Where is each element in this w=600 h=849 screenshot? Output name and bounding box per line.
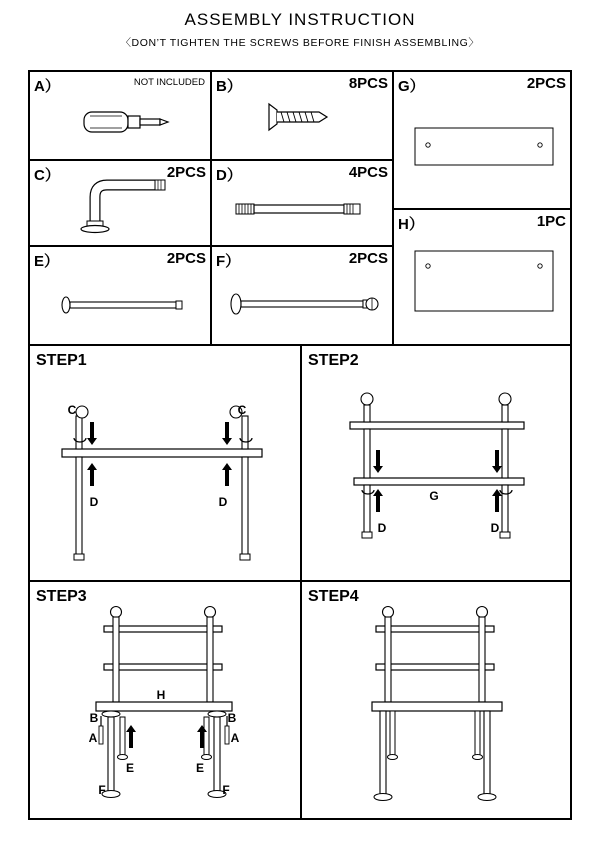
- desktop-board-icon: [414, 250, 554, 312]
- part-c-label: C）: [34, 167, 60, 184]
- part-h-panel: [392, 208, 572, 346]
- step1-callout-c-right: C: [237, 403, 247, 417]
- arrow-down-icon: [492, 450, 502, 473]
- page-title: ASSEMBLY INSTRUCTION: [184, 10, 416, 29]
- screwdriver-icon: [99, 716, 103, 744]
- part-f-panel: [210, 245, 394, 346]
- step3-callout-a-right: A: [230, 731, 240, 745]
- arrow-up-icon: [373, 489, 383, 512]
- part-a-note: NOT INCLUDED: [133, 77, 205, 88]
- short-leg-pipe-icon: [60, 295, 186, 315]
- part-g-count: 2PCS: [526, 75, 566, 92]
- step4-title: STEP4: [308, 588, 359, 605]
- step3-panel: [28, 580, 302, 820]
- part-g-label: G）: [398, 78, 425, 95]
- step2-title: STEP2: [308, 352, 359, 369]
- step1-title: STEP1: [36, 352, 87, 369]
- part-f-label: F）: [216, 253, 241, 270]
- part-b-label: B）: [216, 78, 242, 95]
- step2-callout-d-right: D: [490, 521, 500, 535]
- part-g-panel: [392, 70, 572, 210]
- step3-callout-f-right: F: [222, 783, 230, 797]
- part-a-label: A）: [34, 78, 60, 95]
- step1-callout-d-right: D: [218, 495, 228, 509]
- step3-callout-f-left: F: [98, 783, 106, 797]
- arrow-down-icon: [222, 422, 232, 445]
- part-c-count: 2PCS: [166, 164, 206, 181]
- step2-diagram: [302, 382, 572, 582]
- arrow-up-icon: [222, 463, 232, 486]
- step1-callout-d-left: D: [89, 495, 99, 509]
- step3-callout-a-left: A: [88, 731, 98, 745]
- step1-diagram: [30, 386, 300, 576]
- elbow-flange-icon: [75, 175, 175, 235]
- step3-diagram: [30, 604, 300, 816]
- step4-diagram: [302, 604, 572, 816]
- step2-callout-g: G: [429, 489, 439, 503]
- part-d-panel: [210, 159, 394, 247]
- arrow-down-icon: [373, 450, 383, 473]
- step3-title: STEP3: [36, 588, 87, 605]
- step3-callout-b-left: B: [89, 711, 99, 725]
- step2-panel: [300, 344, 572, 582]
- step2-callout-d-left: D: [377, 521, 387, 535]
- part-h-count: 1PC: [536, 213, 566, 230]
- step3-callout-b-right: B: [227, 711, 237, 725]
- part-e-label: E）: [34, 253, 60, 270]
- part-h-label: H）: [398, 216, 424, 233]
- part-a-panel: [28, 70, 212, 161]
- step4-panel: [300, 580, 572, 820]
- step3-callout-e-left: E: [125, 761, 135, 775]
- screw-icon: [267, 102, 331, 132]
- step3-callout-e-right: E: [195, 761, 205, 775]
- screwdriver-icon: [82, 107, 172, 137]
- part-c-panel: [28, 159, 212, 247]
- step1-panel: [28, 344, 302, 582]
- arrow-up-icon: [87, 463, 97, 486]
- part-e-panel: [28, 245, 212, 346]
- part-b-count: 8PCS: [348, 75, 388, 92]
- arrow-up-icon: [126, 725, 136, 748]
- step1-callout-c-left: C: [67, 403, 77, 417]
- arrow-down-icon: [87, 422, 97, 445]
- page-subtitle: 〈DON’T TIGHTEN THE SCREWS BEFORE FINISH ASSEMBLING〉: [120, 37, 480, 49]
- part-f-count: 2PCS: [348, 250, 388, 267]
- part-d-label: D）: [216, 167, 242, 184]
- part-e-count: 2PCS: [166, 250, 206, 267]
- part-d-count: 4PCS: [348, 164, 388, 181]
- part-b-panel: [210, 70, 394, 161]
- shelf-board-icon: [414, 127, 554, 167]
- pipe-nipple-icon: [234, 201, 364, 217]
- long-leg-pipe-icon: [229, 289, 379, 319]
- step3-callout-h: H: [156, 688, 166, 702]
